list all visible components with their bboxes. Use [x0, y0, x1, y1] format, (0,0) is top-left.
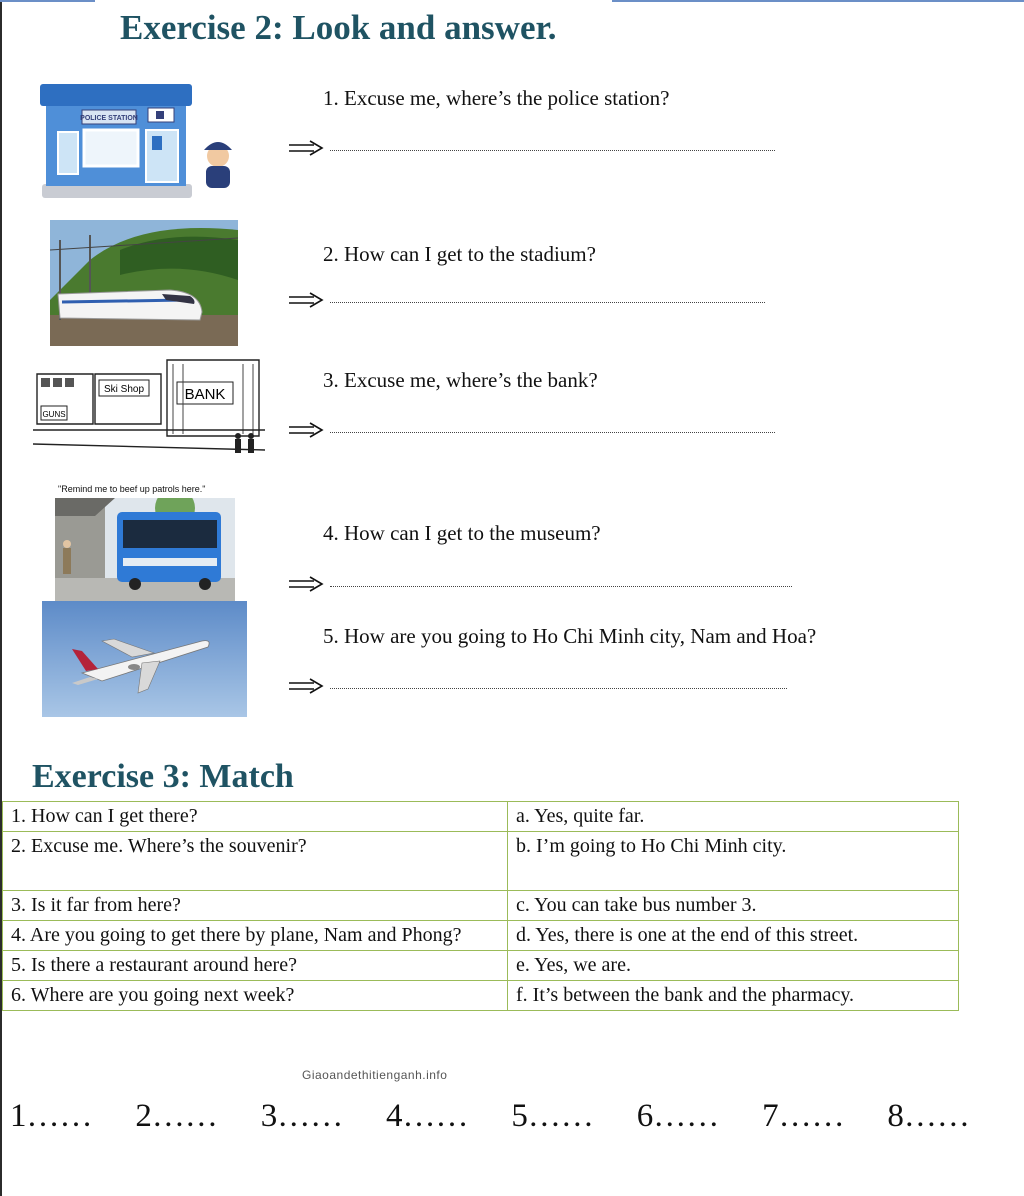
answer-blank-2[interactable]: 2…… — [135, 1098, 218, 1134]
shop-sign: Ski Shop — [103, 384, 145, 395]
answer-arrow-icon — [288, 678, 324, 694]
answer-arrow-icon — [288, 422, 324, 438]
table-row — [3, 802, 959, 832]
question-1: 1. Excuse me, where’s the police station? — [323, 86, 670, 110]
answer-blanks — [10, 1098, 970, 1135]
match-answer-e: e. Yes, we are. — [508, 951, 959, 981]
match-question-3: 3. Is it far from here? — [3, 891, 508, 921]
cartoon-caption: "Remind me to beef up patrols here." — [58, 484, 206, 494]
table-row — [3, 921, 959, 951]
page-left-border — [0, 0, 2, 1196]
watermark: Giaoandethitienganh.info — [302, 1068, 448, 1082]
match-answer-c: c. You can take bus number 3. — [508, 891, 959, 921]
match-question-6: 6. Where are you going next week? — [3, 981, 508, 1011]
answer-blank-1[interactable]: 1…… — [10, 1098, 93, 1134]
bank-sign: BANK — [184, 386, 226, 403]
match-question-2: 2. Excuse me. Where’s the souvenir? — [3, 832, 508, 891]
answer-line-1[interactable] — [330, 150, 775, 151]
train-picture — [50, 220, 238, 346]
match-question-1: 1. How can I get there? — [3, 802, 508, 832]
match-answer-d: d. Yes, there is one at the end of this street. — [508, 921, 959, 951]
match-question-4: 4. Are you going to get there by plane, Nam and Phong? — [3, 921, 508, 951]
answer-line-2[interactable] — [330, 302, 765, 303]
match-answer-b: b. I’m going to Ho Chi Minh city. — [508, 832, 959, 891]
table-row — [3, 832, 959, 891]
answer-blank-6[interactable]: 6…… — [636, 1098, 720, 1134]
answer-line-3[interactable] — [330, 432, 775, 433]
answer-blank-5[interactable]: 5…… — [511, 1098, 594, 1134]
answer-arrow-icon — [288, 576, 324, 592]
bus-picture — [55, 498, 235, 601]
answer-blank-8[interactable]: 8…… — [887, 1098, 970, 1134]
guns-sign: GUNS — [42, 410, 66, 419]
question-2: 2. How can I get to the stadium? — [323, 242, 596, 266]
exercise3-title: Exercise 3: Match — [32, 758, 294, 795]
answer-line-4[interactable] — [330, 586, 792, 587]
airplane-picture — [42, 601, 247, 717]
match-answer-f: f. It’s between the bank and the pharmacy. — [508, 981, 959, 1011]
match-answer-a: a. Yes, quite far. — [508, 802, 959, 832]
police-sign: POLICE STATION — [80, 115, 138, 122]
answer-blank-4[interactable]: 4…… — [386, 1098, 469, 1134]
answer-blank-7[interactable]: 7…… — [762, 1098, 845, 1134]
table-row — [3, 981, 959, 1011]
match-question-5: 5. Is there a restaurant around here? — [3, 951, 508, 981]
exercise2-title: Exercise 2: Look and answer. — [120, 8, 557, 47]
table-row — [3, 891, 959, 921]
bank-cartoon-picture — [33, 354, 265, 474]
answer-line-5[interactable] — [330, 688, 787, 689]
table-row — [3, 951, 959, 981]
answer-blank-3[interactable]: 3…… — [260, 1098, 344, 1134]
top-rule — [612, 0, 1024, 2]
question-5: 5. How are you going to Ho Chi Minh city, Nam and Hoa? — [323, 624, 817, 648]
question-3: 3. Excuse me, where’s the bank? — [323, 368, 598, 392]
top-rule — [0, 0, 95, 2]
match-table — [2, 801, 959, 1011]
answer-arrow-icon — [288, 140, 324, 156]
answer-arrow-icon — [288, 292, 324, 308]
question-4: 4. How can I get to the museum? — [323, 521, 601, 545]
police-station-picture — [38, 80, 243, 202]
